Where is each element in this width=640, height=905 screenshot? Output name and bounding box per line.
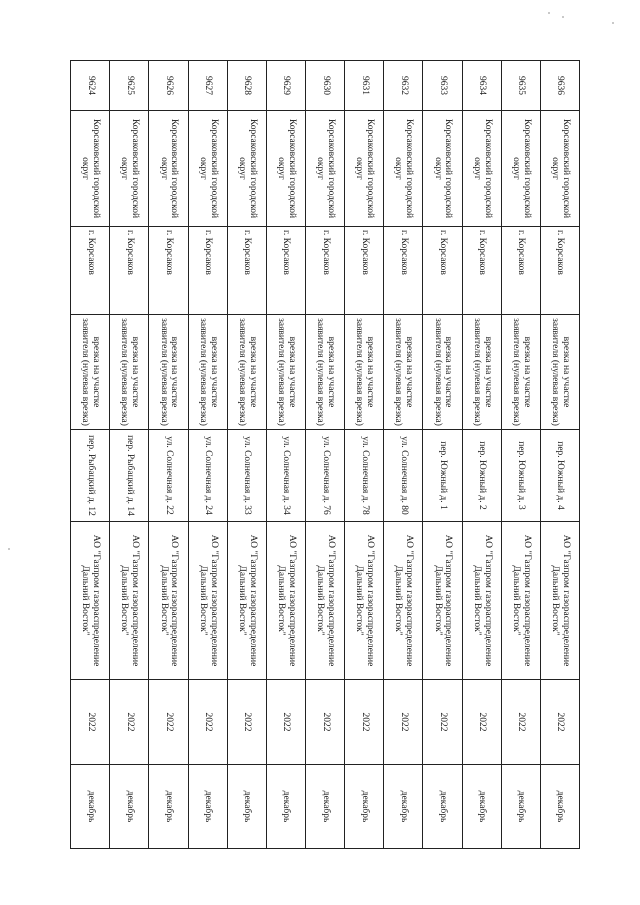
- year-cell: 2022: [227, 680, 266, 765]
- table-row: [384, 61, 423, 849]
- connection-type-cell: врезка на участке заявителя (нулевая врезка): [462, 315, 501, 430]
- row-number: 9625: [110, 61, 149, 111]
- row-number: 9632: [384, 61, 423, 111]
- organization-cell: АО "Газпром газораспределение Дальний Восток": [149, 522, 188, 680]
- city-cell: г. Корсаков: [384, 227, 423, 315]
- table-row: [227, 61, 266, 849]
- table-row: [71, 61, 110, 849]
- year-cell: 2022: [71, 680, 110, 765]
- organization-cell: АО "Газпром газораспределение Дальний Восток": [266, 522, 305, 680]
- city-cell: г. Корсаков: [462, 227, 501, 315]
- row-number: 9629: [266, 61, 305, 111]
- organization-cell: АО "Газпром газораспределение Дальний Восток": [384, 522, 423, 680]
- address-cell: пер. Рыбацкий д. 12: [71, 430, 110, 522]
- connection-type-cell: врезка на участке заявителя (нулевая врезка): [188, 315, 227, 430]
- month-cell: декабрь: [540, 765, 579, 849]
- city-cell: г. Корсаков: [110, 227, 149, 315]
- district-cell: Корсаковский городской округ: [149, 111, 188, 227]
- city-cell: г. Корсаков: [345, 227, 384, 315]
- scan-speck: [562, 16, 564, 18]
- month-cell: декабрь: [227, 765, 266, 849]
- rotated-table-wrapper: [70, 60, 580, 848]
- city-cell: г. Корсаков: [423, 227, 462, 315]
- city-cell: г. Корсаков: [227, 227, 266, 315]
- district-cell: Корсаковский городской округ: [227, 111, 266, 227]
- connection-type-cell: врезка на участке заявителя (нулевая врезка): [149, 315, 188, 430]
- month-cell: декабрь: [384, 765, 423, 849]
- row-number: 9630: [306, 61, 345, 111]
- address-cell: ул. Солнечная д. 80: [384, 430, 423, 522]
- month-cell: декабрь: [188, 765, 227, 849]
- organization-cell: АО "Газпром газораспределение Дальний Восток": [188, 522, 227, 680]
- table-row: [266, 61, 305, 849]
- year-cell: 2022: [110, 680, 149, 765]
- month-cell: декабрь: [71, 765, 110, 849]
- month-cell: декабрь: [423, 765, 462, 849]
- district-cell: Корсаковский городской округ: [462, 111, 501, 227]
- district-cell: Корсаковский городской округ: [501, 111, 540, 227]
- year-cell: 2022: [384, 680, 423, 765]
- organization-cell: АО "Газпром газораспределение Дальний Восток": [345, 522, 384, 680]
- organization-cell: АО "Газпром газораспределение Дальний Восток": [306, 522, 345, 680]
- city-cell: г. Корсаков: [501, 227, 540, 315]
- month-cell: декабрь: [501, 765, 540, 849]
- year-cell: 2022: [501, 680, 540, 765]
- district-cell: Корсаковский городской округ: [345, 111, 384, 227]
- table-row: [540, 61, 579, 849]
- connection-type-cell: врезка на участке заявителя (нулевая врезка): [423, 315, 462, 430]
- row-number: 9634: [462, 61, 501, 111]
- month-cell: декабрь: [149, 765, 188, 849]
- organization-cell: АО "Газпром газораспределение Дальний Восток": [423, 522, 462, 680]
- scan-speck: [612, 22, 614, 24]
- table-row: [306, 61, 345, 849]
- connection-type-cell: врезка на участке заявителя (нулевая врезка): [384, 315, 423, 430]
- table-row: [501, 61, 540, 849]
- address-cell: ул. Солнечная д. 76: [306, 430, 345, 522]
- city-cell: г. Корсаков: [188, 227, 227, 315]
- row-number: 9633: [423, 61, 462, 111]
- table-row: [345, 61, 384, 849]
- address-cell: пер. Рыбацкий д. 14: [110, 430, 149, 522]
- connection-type-cell: врезка на участке заявителя (нулевая врезка): [110, 315, 149, 430]
- connection-type-cell: врезка на участке заявителя (нулевая врезка): [266, 315, 305, 430]
- address-cell: ул. Солнечная д. 33: [227, 430, 266, 522]
- table-body: [71, 61, 580, 849]
- table-row: [110, 61, 149, 849]
- address-cell: ул. Солнечная д. 78: [345, 430, 384, 522]
- row-number: 9628: [227, 61, 266, 111]
- row-number: 9624: [71, 61, 110, 111]
- city-cell: г. Корсаков: [266, 227, 305, 315]
- organization-cell: АО "Газпром газораспределение Дальний Восток": [462, 522, 501, 680]
- table-row: [149, 61, 188, 849]
- year-cell: 2022: [188, 680, 227, 765]
- row-number: 9635: [501, 61, 540, 111]
- address-cell: пер. Южный д. 1: [423, 430, 462, 522]
- row-number: 9626: [149, 61, 188, 111]
- connection-type-cell: врезка на участке заявителя (нулевая врезка): [227, 315, 266, 430]
- row-number: 9631: [345, 61, 384, 111]
- month-cell: декабрь: [306, 765, 345, 849]
- district-cell: Корсаковский городской округ: [384, 111, 423, 227]
- connection-type-cell: врезка на участке заявителя (нулевая врезка): [345, 315, 384, 430]
- city-cell: г. Корсаков: [306, 227, 345, 315]
- year-cell: 2022: [266, 680, 305, 765]
- row-number: 9636: [540, 61, 579, 111]
- year-cell: 2022: [462, 680, 501, 765]
- district-cell: Корсаковский городской округ: [423, 111, 462, 227]
- year-cell: 2022: [306, 680, 345, 765]
- month-cell: декабрь: [462, 765, 501, 849]
- city-cell: г. Корсаков: [149, 227, 188, 315]
- gas-connection-table: [70, 60, 580, 849]
- year-cell: 2022: [540, 680, 579, 765]
- city-cell: г. Корсаков: [540, 227, 579, 315]
- organization-cell: АО "Газпром газораспределение Дальний Восток": [540, 522, 579, 680]
- address-cell: ул. Солнечная д. 34: [266, 430, 305, 522]
- city-cell: г. Корсаков: [71, 227, 110, 315]
- address-cell: пер. Южный д. 2: [462, 430, 501, 522]
- table-row: [462, 61, 501, 849]
- organization-cell: АО "Газпром газораспределение Дальний Восток": [110, 522, 149, 680]
- year-cell: 2022: [149, 680, 188, 765]
- row-number: 9627: [188, 61, 227, 111]
- month-cell: декабрь: [345, 765, 384, 849]
- table-row: [423, 61, 462, 849]
- connection-type-cell: врезка на участке заявителя (нулевая врезка): [306, 315, 345, 430]
- district-cell: Корсаковский городской округ: [110, 111, 149, 227]
- scan-speck: [8, 548, 10, 550]
- connection-type-cell: врезка на участке заявителя (нулевая врезка): [540, 315, 579, 430]
- month-cell: декабрь: [266, 765, 305, 849]
- address-cell: ул. Солнечная д. 22: [149, 430, 188, 522]
- year-cell: 2022: [345, 680, 384, 765]
- organization-cell: АО "Газпром газораспределение Дальний Восток": [227, 522, 266, 680]
- district-cell: Корсаковский городской округ: [266, 111, 305, 227]
- address-cell: пер. Южный д. 3: [501, 430, 540, 522]
- connection-type-cell: врезка на участке заявителя (нулевая врезка): [501, 315, 540, 430]
- organization-cell: АО "Газпром газораспределение Дальний Восток": [501, 522, 540, 680]
- address-cell: пер. Южный д. 4: [540, 430, 579, 522]
- connection-type-cell: врезка на участке заявителя (нулевая врезка): [71, 315, 110, 430]
- address-cell: ул. Солнечная д. 24: [188, 430, 227, 522]
- year-cell: 2022: [423, 680, 462, 765]
- table-row: [188, 61, 227, 849]
- organization-cell: АО "Газпром газораспределение Дальний Восток": [71, 522, 110, 680]
- scan-speck: [548, 12, 550, 14]
- district-cell: Корсаковский городской округ: [188, 111, 227, 227]
- district-cell: Корсаковский городской округ: [306, 111, 345, 227]
- district-cell: Корсаковский городской округ: [71, 111, 110, 227]
- month-cell: декабрь: [110, 765, 149, 849]
- district-cell: Корсаковский городской округ: [540, 111, 579, 227]
